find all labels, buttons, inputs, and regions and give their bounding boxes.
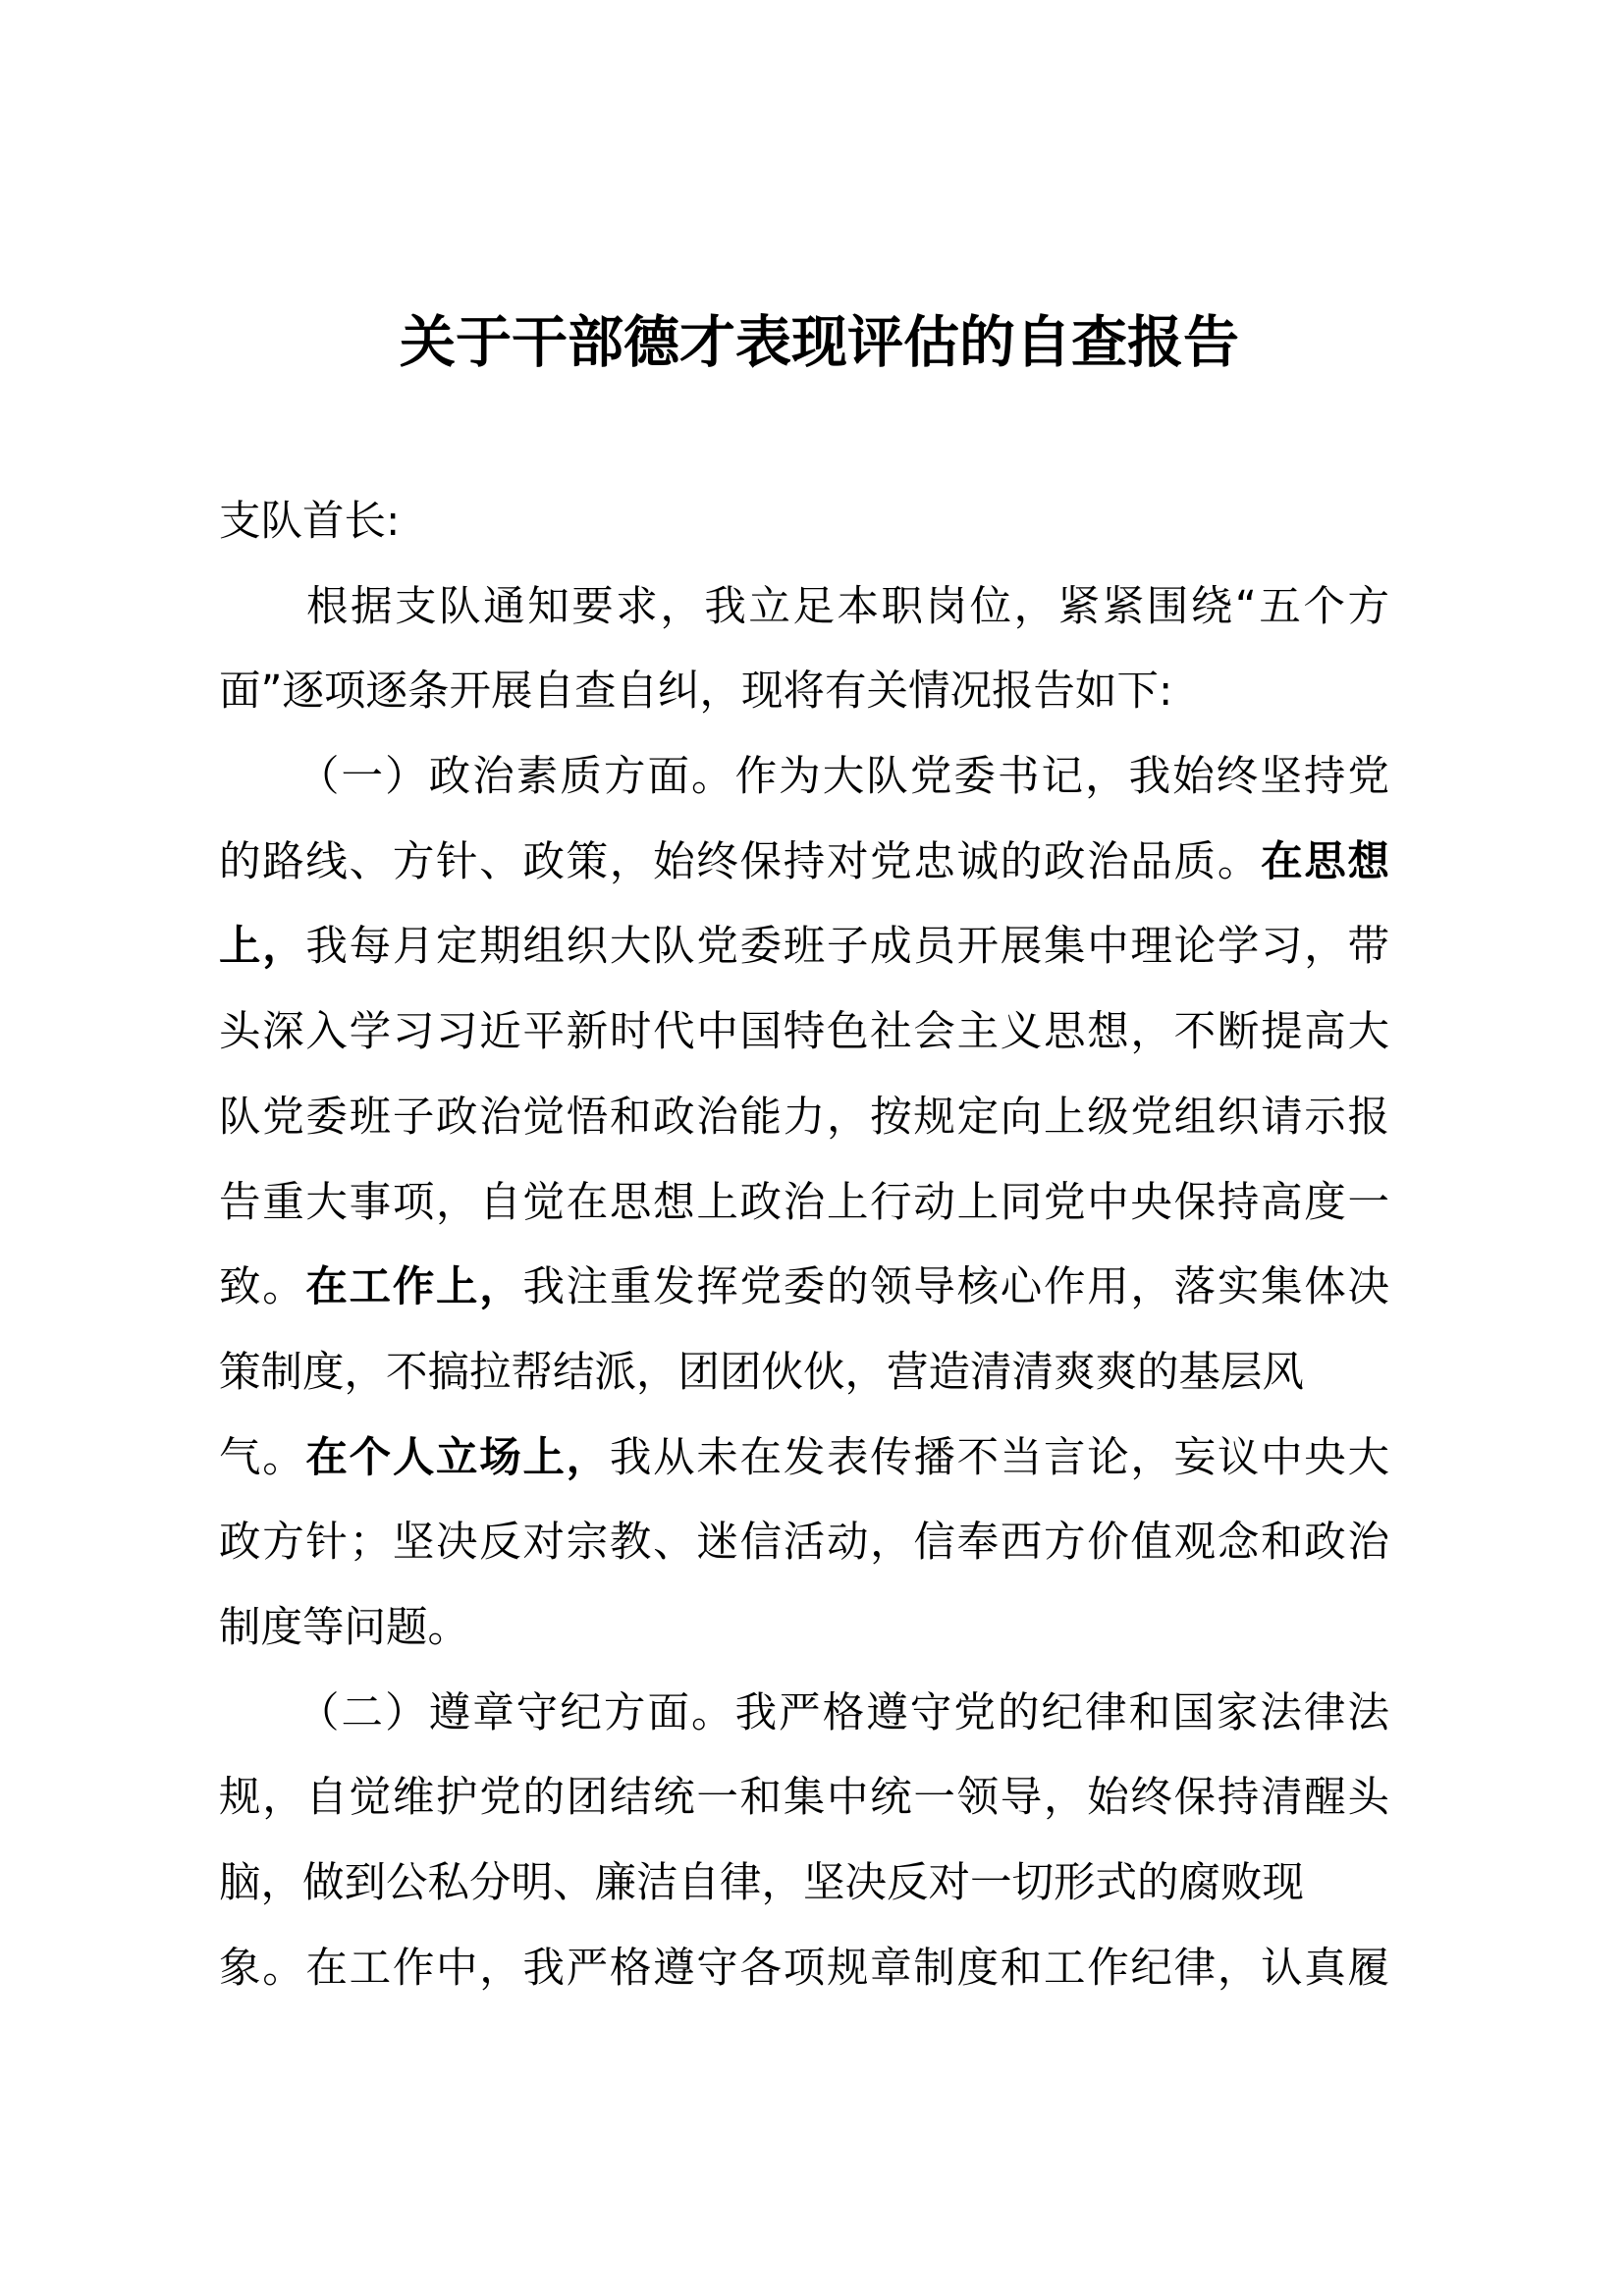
text-line	[219, 1586, 1389, 1672]
text-line	[219, 905, 1389, 990]
text-segment: 队党委班子政治觉悟和政治能力，按规定向上级党组织请示报	[219, 1093, 1389, 1142]
text-line	[219, 990, 1389, 1076]
text-line	[219, 1161, 1389, 1247]
text-line	[219, 1416, 1389, 1502]
emphasis-text: 在工作上，	[305, 1263, 523, 1312]
text-segment: 头深入学习习近平新时代中国特色社会主义思想，不断提高大	[219, 1008, 1389, 1057]
section-heading-line	[219, 735, 1389, 821]
text-segment: 我注重发挥党委的领导核心作用，落实集体决	[522, 1263, 1389, 1312]
document-body	[219, 480, 1389, 2011]
text-line	[219, 1246, 1389, 1331]
section-heading-line: （二）遵章守纪方面。我严格遵守党的纪律和国家法律法	[298, 1688, 1389, 1737]
text-line	[219, 1501, 1389, 1586]
text-line: 根据支队通知要求，我立足本职岗位，紧紧围绕“五个方	[306, 582, 1389, 631]
text-line	[219, 1331, 1389, 1416]
document-title: 关于干部德才表现评估的自查报告	[400, 309, 1239, 375]
text-segment: 制度等问题。	[219, 1603, 470, 1652]
salutation: 支队首长:	[219, 498, 401, 546]
text-line: 脑，做到公私分明、廉洁自律，坚决反对一切形式的腐败现	[219, 1859, 1305, 1907]
text-line: 面”逐项逐条开展自查自纠，现将有关情况报告如下:	[219, 667, 1173, 717]
text-segment: 告重大事项，自觉在思想上政治上行动上同党中央保持高度一	[219, 1178, 1389, 1227]
text-line	[219, 821, 1389, 906]
intro-paragraph	[219, 565, 1389, 735]
section-discipline	[219, 1672, 1389, 2012]
text-segment: 政方针；坚决反对宗教、迷信活动，信奉西方价值观念和政治	[219, 1519, 1389, 1568]
text-segment: 策制度，不搞拉帮结派，团团伙伙，营造清清爽爽的基层风	[219, 1348, 1305, 1397]
section-political-quality	[219, 735, 1389, 1672]
text-segment: 致。	[219, 1263, 306, 1312]
text-segment: 气。	[219, 1433, 306, 1482]
text-line: 规，自觉维护党的团结统一和集中统一领导，始终保持清醒头	[219, 1774, 1389, 1823]
emphasis-text: 上，	[219, 923, 306, 972]
text-line: 象。在工作中，我严格遵守各项规章制度和工作纪律，认真履	[219, 1944, 1389, 1993]
text-segment: 的路线、方针、政策，始终保持对党忠诚的政治品质。	[219, 837, 1262, 886]
text-segment: 我从未在发表传播不当言论，妄议中央大	[609, 1433, 1389, 1482]
text-segment: （一）政治素质方面。作为大队党委书记，我始终坚持党	[298, 753, 1389, 802]
text-line	[219, 1076, 1389, 1161]
text-segment: 我每月定期组织大队党委班子成员开展集中理论学习，带	[305, 923, 1389, 972]
emphasis-text: 在个人立场上，	[305, 1433, 610, 1482]
emphasis-text: 在思想	[1261, 837, 1389, 886]
